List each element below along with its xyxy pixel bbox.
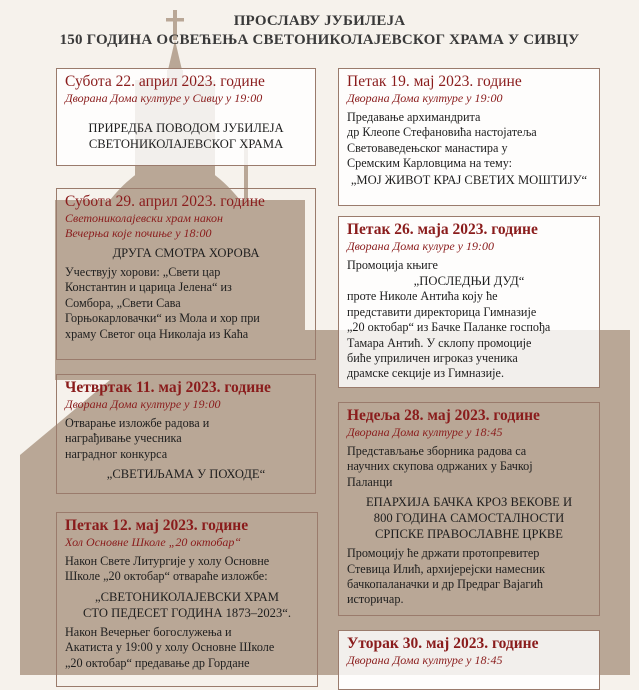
event-title-line: ЕПАРХИЈА БАЧКА КРОЗ ВЕКОВЕ И [365,495,573,510]
page-header [0,12,639,50]
event-date: Субота 29. април 2023. године [65,193,265,210]
event-venue: Дворана Дома културе у 18:45 [347,425,503,439]
event-date: Петак 12. мај 2023. године [65,517,249,534]
event-box-may-19 [338,68,600,206]
event-body-line: Након Свете Литургије у холу Основне [65,554,270,568]
event-body-line: Паланци [347,474,393,489]
event-body-line: Отварање изложбе радова и [65,416,210,430]
event-body-line: Световаведењског манастира у [347,140,508,155]
event-body-line: Горњокарловачки“ из Мола и хор при [65,311,260,326]
event-body-line: Учествују хорови: „Свети цар [65,265,221,279]
event-title-line: СВЕТОНИКОЛАЈЕВСКОГ ХРАМА [88,137,284,151]
event-body-line: представити директорица Гимназије [347,304,537,319]
event-body-line: храму Светог оца Николаја из Каћа [65,326,249,341]
event-date: Петак 19. мај 2023. године [347,73,522,90]
event-title: „МОЈ ЖИВОТ КРАЈ СВЕТИХ МОШТИЈУ“ [350,172,588,187]
event-body-line: Тамара Антић. У склопу промоције [347,335,532,350]
header-line-2: 150 ГОДИНА ОСВЕЋЕЊА СВЕТОНИКОЛАЈЕВСКОГ ХРАМА У СИВЦУ [59,32,580,48]
event-body-line: Стевица Илић, архијерејски намесник [347,561,545,576]
event-venue: Светониколајевски храм након [65,211,223,225]
event-date: Четвртак 11. мај 2023. године [65,379,271,396]
event-date: Уторак 30. мај 2023. године [347,635,539,652]
event-body-line: „20 октобар“ из Бачке Паланке госпођа [347,320,551,335]
event-body-line: драмске секције из Гимназије. [347,366,504,381]
event-box-may-30 [338,630,600,690]
event-title-line: ПРИРЕДБА ПОВОДОМ ЈУБИЛЕЈА [88,121,284,135]
event-date: Субота 22. април 2023. године [65,73,265,90]
event-box-apr-22 [56,68,316,166]
event-venue: Дворана Дома кулуре у 19:00 [347,239,494,253]
event-date: Петак 26. маја 2023. године [347,221,538,238]
event-title: ДРУГА СМОТРА ХОРОВА [112,246,260,260]
event-title: „СВЕТИЉАМА У ПОХОДЕ“ [106,467,266,482]
event-title-line: СРПСКЕ ПРАВОСЛАВНЕ ЦРКВЕ [374,527,564,542]
event-venue: Вечерња које почиње у 18:00 [65,226,212,240]
event-date: Недеља 28. мај 2023. године [347,407,540,424]
header-line-1: ПРОСЛАВУ ЈУБИЛЕЈА [233,13,406,29]
event-title-line: СТО ПЕДЕСЕТ ГОДИНА 1873–2023“. [82,605,292,620]
event-venue: Дворана Дома културе у 18:45 [347,653,503,667]
event-venue: Дворана Дома културе у Сивцу у 19:00 [65,91,263,105]
event-body-line: историчар. [347,592,404,607]
event-body-line: Константин и царица Јелена“ из [65,280,232,295]
event-title: „ПОСЛЕДЊИ ДУД“ [413,274,525,289]
event-body-line: бачкопаланачки и др Предраг Вајагић [347,577,543,592]
event-box-may-26 [338,216,600,388]
event-body-line: Акатиста у 19:00 у холу Основне Школе [65,640,275,655]
event-body-line: Школе „20 октобар“ отвараће изложбе: [65,569,268,584]
event-body-line: биће уприличен игроказ ученика [347,351,518,366]
event-body-line: Сремским Карловцима на тему: [347,156,513,171]
event-body-line: Након Вечерњег богослужења и [65,624,232,639]
event-body-line: научних скупова одржаних у Бачкој [347,459,533,474]
event-body-line: Сомбора, „Свети Сава [65,295,181,310]
event-body-line: Предавање архимандрита [347,110,481,124]
event-box-may-11 [56,374,316,494]
event-body-line: „20 октобар“ предавање др Гордане [65,655,250,670]
event-body-line: др Клеопе Стефановића настојатеља [347,125,537,140]
event-body-line: Промоцију ће држати протопревитер [347,546,540,561]
event-title-line: „СВЕТОНИКОЛАЈЕВСКИ ХРАМ [95,589,279,604]
event-venue: Дворана Дома културе у 19:00 [65,397,221,411]
event-body-line: проте Николе Антића коју ће [347,289,498,304]
event-title-line: 800 ГОДИНА САМОСТАЛНОСТИ [373,511,565,526]
event-venue: Хол Основне Школе „20 октобар“ [65,535,242,549]
event-body-line: наградног конкурса [65,446,168,461]
event-box-may-28 [338,402,600,616]
event-box-may-12 [56,512,318,687]
event-venue: Дворана Дома културе у 19:00 [347,91,503,105]
event-body-line: Представљање зборника радова са [347,444,527,458]
event-box-apr-29 [56,188,316,360]
event-body-line: награђивање учесника [65,431,182,446]
event-body-line: Промоција књиге [347,258,438,272]
